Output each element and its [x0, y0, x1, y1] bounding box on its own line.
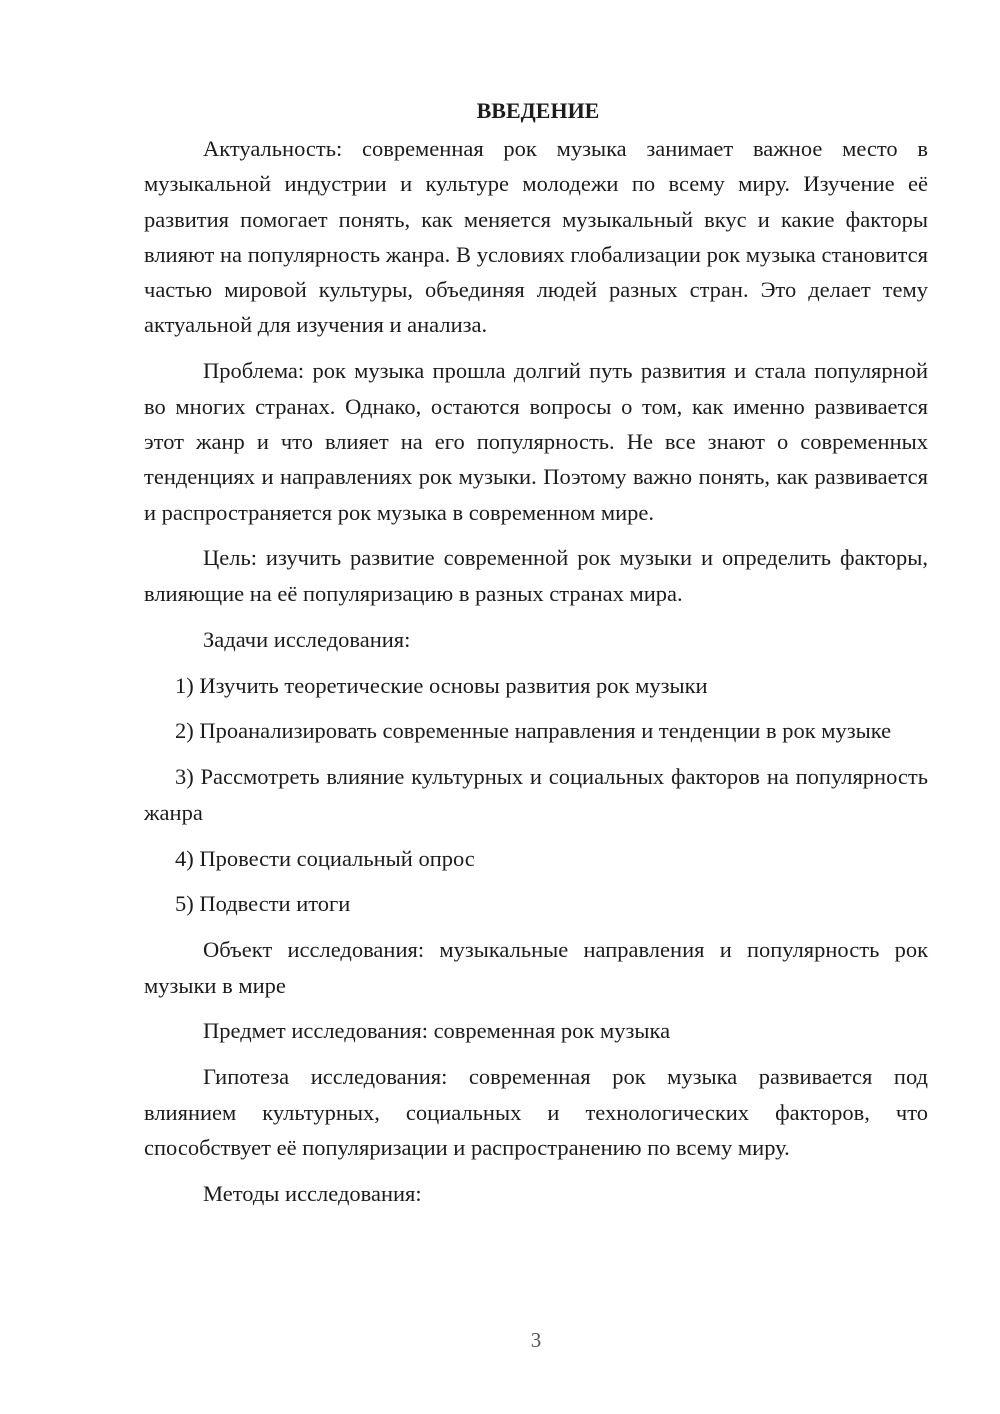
- paragraph-tasks-title: Задачи исследования:: [203, 626, 411, 652]
- task-item-2: 2) Проанализировать современные направления и тенденции в рок музыке: [175, 718, 892, 744]
- page-content: [144, 93, 928, 1211]
- paragraph-relevance: Актуальность: современная рок музыка занимает важное место в музыкальной индустрии и культуре молодежи по всему миру. Изучение её развития помогает понять, как меняется музыкальный вкус и какие факторы влияют на популярность жанра. В условиях глобализации рок музыка становится частью мировой культуры, объединяя людей разных стран. Это делает тему актуальной для изучения и анализа.: [144, 136, 928, 338]
- paragraph-hypothesis: Гипотеза исследования: современная рок музыка развивается под влиянием культурных, социальных и технологических факторов, что способствует её популяризации и распространению по всему миру.: [144, 1064, 928, 1160]
- paragraph-methods: Методы исследования:: [203, 1180, 422, 1206]
- task-item-4: 4) Провести социальный опрос: [175, 845, 475, 871]
- paragraph-subject: Предмет исследования: современная рок музыка: [203, 1018, 671, 1044]
- section-heading: ВВЕДЕНИЕ: [476, 98, 600, 123]
- paragraph-goal: Цель: изучить развитие современной рок музыки и определить факторы, влияющие на её популяризацию в разных странах мира.: [144, 545, 928, 606]
- task-item-1: 1) Изучить теоретические основы развития рок музыки: [175, 672, 708, 698]
- task-item-3: 3) Рассмотреть влияние культурных и социальных факторов на популярность жанра: [144, 764, 928, 825]
- page-number: 3: [530, 1328, 542, 1352]
- paragraph-problem: Проблема: рок музыка прошла долгий путь развития и стала популярной во многих странах. Однако, остаются вопросы о том, как именно развивается этот жанр и что влияет на его популярность. Не все знают о современных тенденциях и направлениях рок музыки. Поэтому важно понять, как развивается и распространяется рок музыка в современном мире.: [144, 358, 928, 525]
- paragraph-object: Объект исследования: музыкальные направления и популярность рок музыки в мире: [144, 937, 928, 998]
- task-item-5: 5) Подвести итоги: [175, 891, 351, 917]
